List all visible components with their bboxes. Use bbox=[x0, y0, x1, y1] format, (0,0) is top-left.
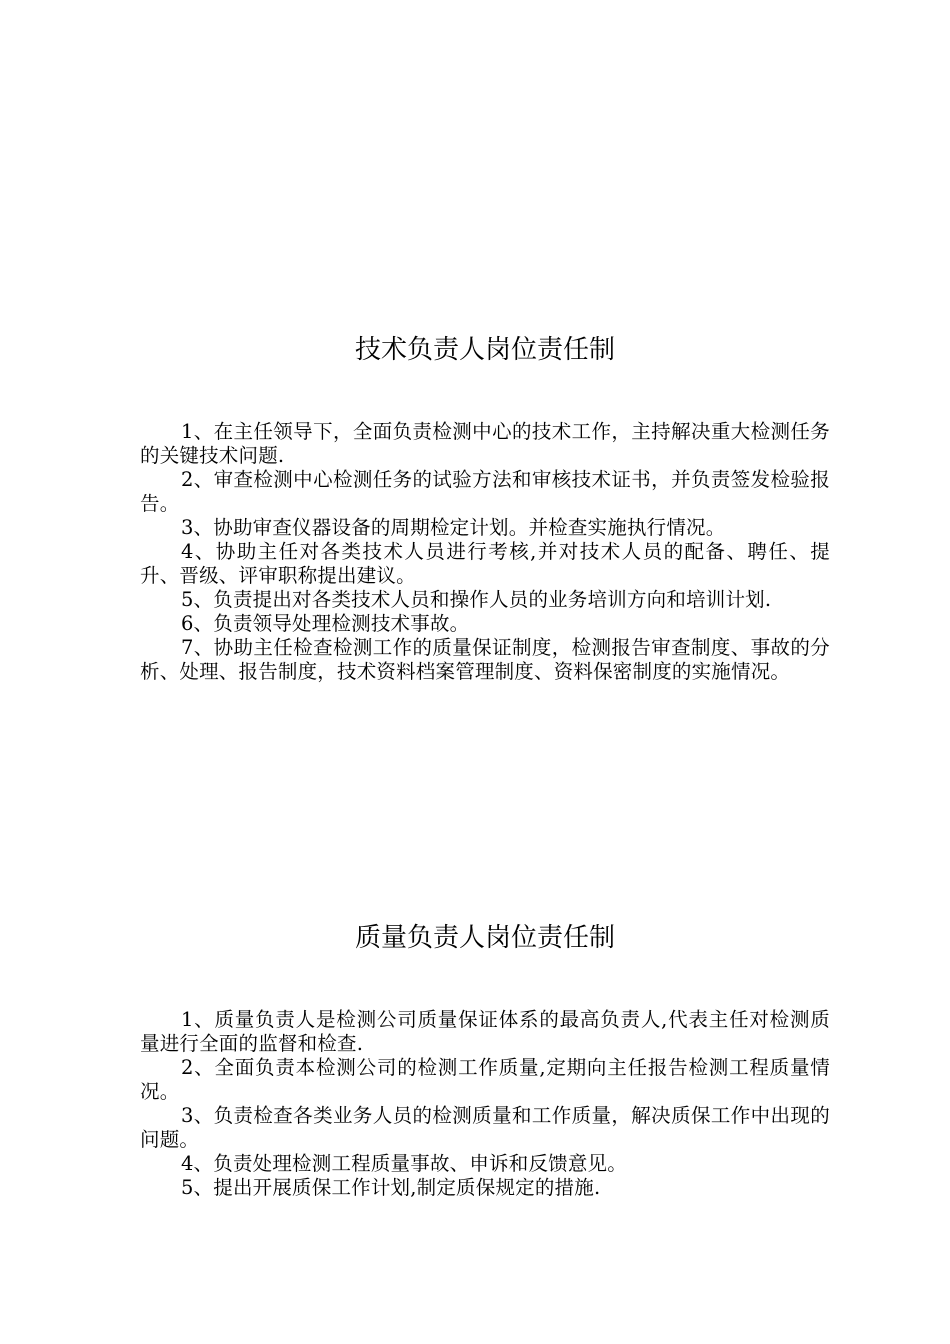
responsibility-list bbox=[140, 1008, 830, 1200]
list-item: 4、协助主任对各类技术人员进行考核,并对技术人员的配备、聘任、提升、晋级、评审职称提出建议。 bbox=[140, 540, 830, 587]
list-item: 6、负责领导处理检测技术事故。 bbox=[180, 612, 470, 635]
list-item: 4、负责处理检测工程质量事故、申诉和反馈意见。 bbox=[180, 1152, 627, 1175]
list-item: 7、协助主任检查检测工作的质量保证制度，检测报告审查制度、事故的分析、处理、报告制度，技术资料档案管理制度、资料保密制度的实施情况。 bbox=[140, 636, 830, 683]
section-quality-responsibility bbox=[140, 918, 830, 1200]
list-item: 2、全面负责本检测公司的检测工作质量,定期向主任报告检测工程质量情况。 bbox=[140, 1056, 830, 1103]
list-item: 1、质量负责人是检测公司质量保证体系的最高负责人,代表主任对检测质量进行全面的监督和检查. bbox=[140, 1008, 830, 1055]
section-title: 质量负责人岗位责任制 bbox=[354, 923, 615, 953]
list-item: 2、审查检测中心检测任务的试验方法和审核技术证书，并负责签发检验报告。 bbox=[140, 468, 830, 515]
list-item: 5、提出开展质保工作计划,制定质保规定的措施. bbox=[180, 1176, 601, 1199]
list-item: 3、负责检查各类业务人员的检测质量和工作质量，解决质保工作中出现的问题。 bbox=[140, 1104, 830, 1151]
section-technical-responsibility bbox=[140, 330, 830, 684]
list-item: 1、在主任领导下，全面负责检测中心的技术工作，主持解决重大检测任务的关键技术问题. bbox=[140, 420, 830, 467]
section-title: 技术负责人岗位责任制 bbox=[354, 335, 615, 365]
list-item: 3、协助审查仪器设备的周期检定计划。并检查实施执行情况。 bbox=[180, 516, 726, 539]
responsibility-list bbox=[140, 420, 830, 684]
list-item: 5、负责提出对各类技术人员和操作人员的业务培训方向和培训计划. bbox=[180, 588, 772, 611]
